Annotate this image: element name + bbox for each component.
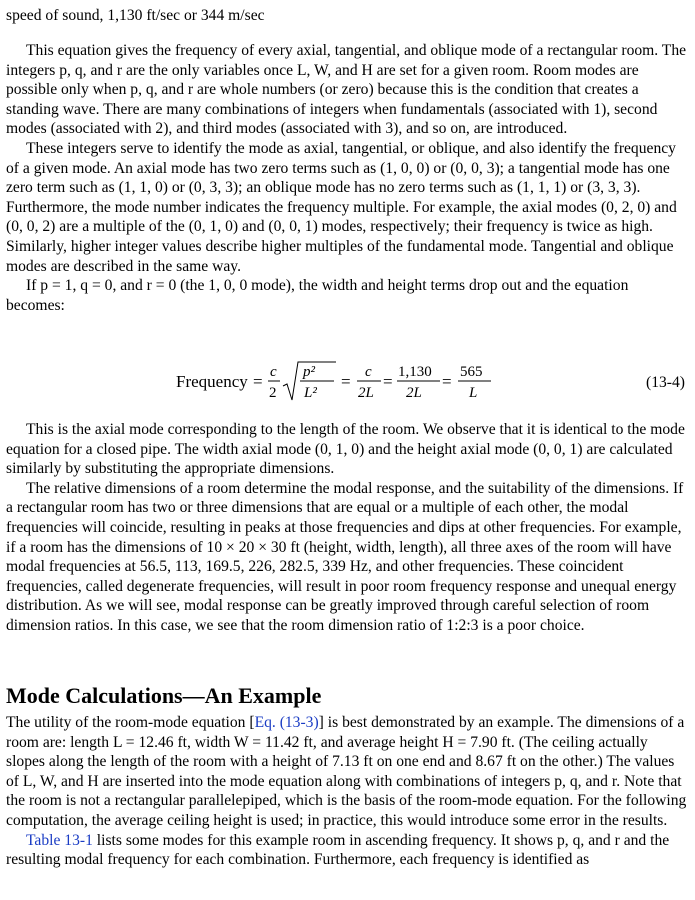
- paragraph-1: This equation gives the frequency of every axial, tangential, and oblique mode of a rectangular room. The integers p, q, and r are the only variables once L, W, and H are set for a given room. Room modes are possible only when p, q, and r are whole numbers (or zero) because this is the condition that creates a standing wave. There are many combinations of integers when fundamentals (associated with 1), second modes (associated with 2), and third modes (associated with 3), and so on, are introduced.: [6, 42, 687, 138]
- eq-equals-2: =: [341, 372, 351, 391]
- eq-1130: 1,130: [398, 364, 432, 380]
- section-heading: Mode Calculations—An Example: [6, 683, 322, 708]
- eq-two: 2: [269, 385, 277, 401]
- paragraph-3: If p = 1, q = 0, and r = 0 (the 1, 0, 0 mode), the width and height terms drop out and the equation becomes:: [6, 277, 629, 314]
- table-reference-link[interactable]: Table 13-1: [26, 831, 93, 849]
- body-block-3: [0, 713, 695, 870]
- eq-equals-3: =: [383, 372, 393, 391]
- eq-c-2: c: [365, 364, 372, 380]
- paragraph-2: These integers serve to identify the mode as axial, tangential, or oblique, and also identify the frequency of a given mode. An axial mode has two zero terms such as (1, 0, 0) or (0, 0, 3); a tangential mode has one zero term such as (1, 1, 0) or (0, 3, 3); an oblique mode has no zero terms such as (1, 1, 1) or (3, 3, 3). Furthermore, the mode number indicates the frequency multiple. For example, the axial modes (0, 2, 0) and (0, 0, 2) are a multiple of the (0, 1, 0) and (0, 0, 1) modes, respectively; their frequency is twice as high. Similarly, higher integer values describe higher multiples of the fundamental mode. Tangential and oblique modes are described in the same way.: [6, 139, 677, 275]
- paragraph-6-text-b: ] is best demonstrated by an example. The dimensions of a room are: length L = 12.46 ft, width W = 11.42 ft, and average height H = 7.90 ft. (The ceiling actually slopes along the length of the room with a height of 7.13 ft on one end and 8.67 ft on the other.) The values of L, W, and H are inserted into the mode equation along with combinations of integers p, q, and r. Note that the room is not a rectangular parallelepiped, which is the basis of the room-mode equation. For the following computation, the average ceiling height is used; in practice, this would introduce some error in the results.: [6, 714, 687, 829]
- paragraph-6: [0, 713, 695, 831]
- eq-2L-2: 2L: [406, 385, 422, 401]
- paragraph-5: The relative dimensions of a room determine the modal response, and the suitability of the dimensions. If a rectangular room has two or three dimensions that are equal or a multiple of each other, the modal frequencies will coincide, resulting in peaks at those frequencies and dips at other frequencies. For example, if a room has the dimensions of 10 × 20 × 30 ft (height, width, length), all three axes of the room will have modal frequencies at 56.5, 113, 169.5, 226, 282.5, 339 Hz, and other frequencies. These coincident frequencies, called degenerate frequencies, will result in poor room frequency response and unequal energy distribution. As we will see, modal response can be greatly improved through careful selection of room dimension ratios. In this case, we see that the room dimension ratio of 1:2:3 is a poor choice.: [6, 479, 684, 634]
- eq-equals-1: =: [253, 372, 263, 391]
- eq-L2: L²: [304, 385, 317, 401]
- eq-c-1: c: [270, 364, 277, 380]
- equation-reference-link[interactable]: Eq. (13-3): [254, 714, 319, 731]
- eq-p2: p²: [303, 364, 315, 380]
- eq-L: L: [469, 385, 478, 401]
- eq-lhs: Frequency: [176, 372, 248, 391]
- eq-equals-4: =: [442, 372, 452, 391]
- body-block-1: [0, 41, 695, 315]
- body-block-2: [0, 420, 695, 636]
- paragraph-7: [0, 831, 695, 870]
- eq-2L-1: 2L: [358, 385, 374, 401]
- eq-565: 565: [460, 364, 483, 380]
- top-line: speed of sound, 1,130 ft/sec or 344 m/sec: [6, 7, 265, 24]
- paragraph-4: This is the axial mode corresponding to the length of the room. We observe that it is identical to the mode equation for a closed pipe. The width axial mode (0, 1, 0) and the height axial mode (0, 0, 1) are calculated similarly by substituting the appropriate dimensions.: [6, 421, 685, 478]
- equation-13-4: [0, 356, 695, 408]
- paragraph-7-text: lists some modes for this example room in ascending frequency. It shows p, q, and r and the resulting modal frequency for each combination. Furthermore, each frequency is identified as: [6, 831, 670, 869]
- equation-label: (13-4): [646, 374, 685, 391]
- paragraph-6-text-a: The utility of the room-mode equation [: [6, 714, 255, 731]
- equation-graphic: [0, 356, 695, 408]
